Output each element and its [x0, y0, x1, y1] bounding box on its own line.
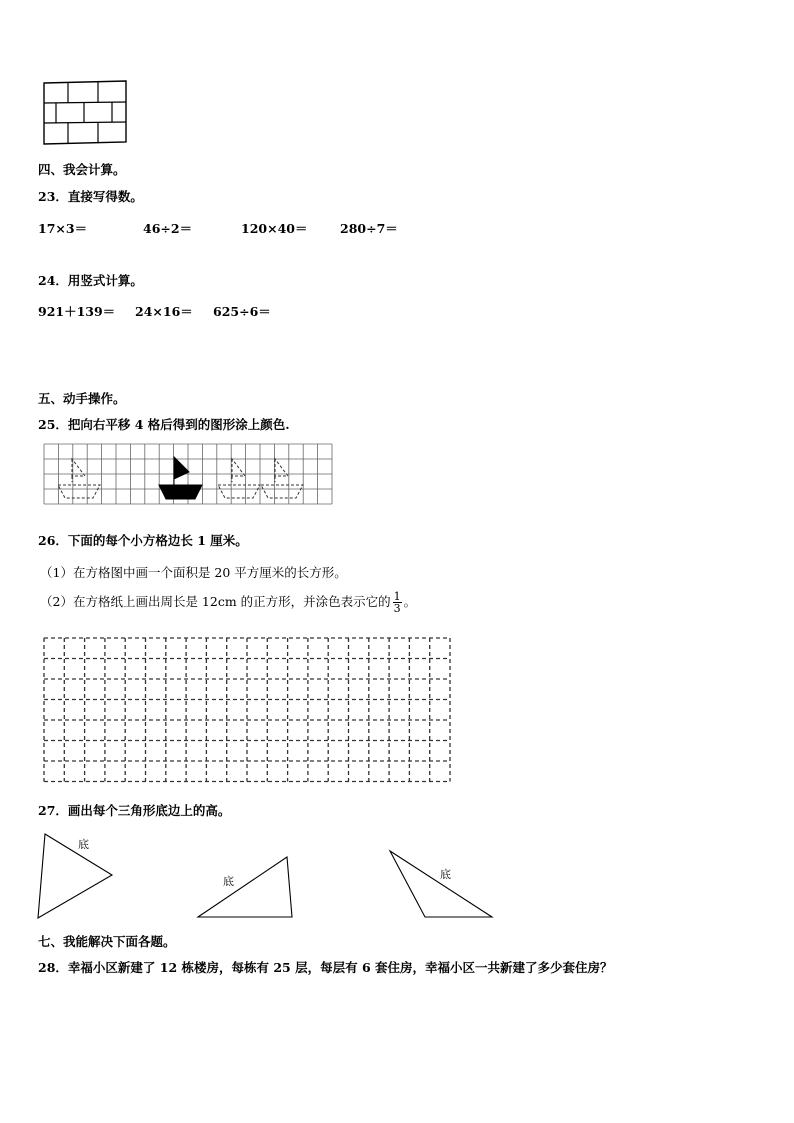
dashed-square-grid[interactable] [41, 636, 453, 784]
q26-part-2-text: （2）在方格纸上画出周长是 12cm 的正方形，并涂色表示它的 [40, 594, 391, 609]
question-27-title: 27．画出每个三角形底边上的高。 [38, 803, 231, 818]
triangle-1-base-label: 底 [78, 838, 89, 851]
section-5-title: 五、动手操作。 [38, 391, 126, 406]
section-7-title: 七、我能解决下面各题。 [38, 934, 176, 949]
q23-item-1: 17×3＝ [38, 221, 88, 236]
q26-part-2-end: 。 [403, 594, 417, 609]
q23-item-3: 120×40＝ [241, 221, 308, 236]
question-26-title: 26．下面的每个小方格边长 1 厘米。 [38, 533, 248, 548]
q26-part-1: （1）在方格图中画一个面积是 20 平方厘米的长方形。 [40, 565, 347, 580]
q24-item-2: 24×16＝ [135, 304, 193, 319]
brick-figure [40, 80, 130, 150]
fraction-numerator: 1 [393, 590, 401, 603]
question-24-title: 24．用竖式计算。 [38, 273, 143, 288]
triangle-3-base-label: 底 [440, 868, 451, 881]
q24-item-3: 625÷6＝ [213, 304, 271, 319]
triangle-2-base-label: 底 [223, 875, 234, 888]
question-25-title: 25．把向右平移 4 格后得到的图形涂上颜色. [38, 417, 290, 432]
fraction-denominator: 3 [393, 602, 401, 615]
q23-item-2: 46÷2＝ [143, 221, 193, 236]
section-4-title: 四、我会计算。 [38, 162, 126, 177]
triangle-1[interactable] [36, 830, 116, 920]
triangle-2[interactable] [195, 855, 295, 920]
fraction-one-third [393, 591, 402, 614]
q26-part-2 [40, 591, 416, 614]
triangle-3[interactable] [387, 849, 497, 921]
q24-item-1: 921＋139＝ [38, 304, 116, 319]
boat-translation-grid [43, 443, 333, 505]
question-23-title: 23．直接写得数。 [38, 189, 143, 204]
q23-item-4: 280÷7＝ [340, 221, 398, 236]
question-28-title: 28．幸福小区新建了 12 栋楼房，每栋有 25 层，每层有 6 套住房，幸福小区一共新建了多少套住房？ [38, 960, 613, 975]
